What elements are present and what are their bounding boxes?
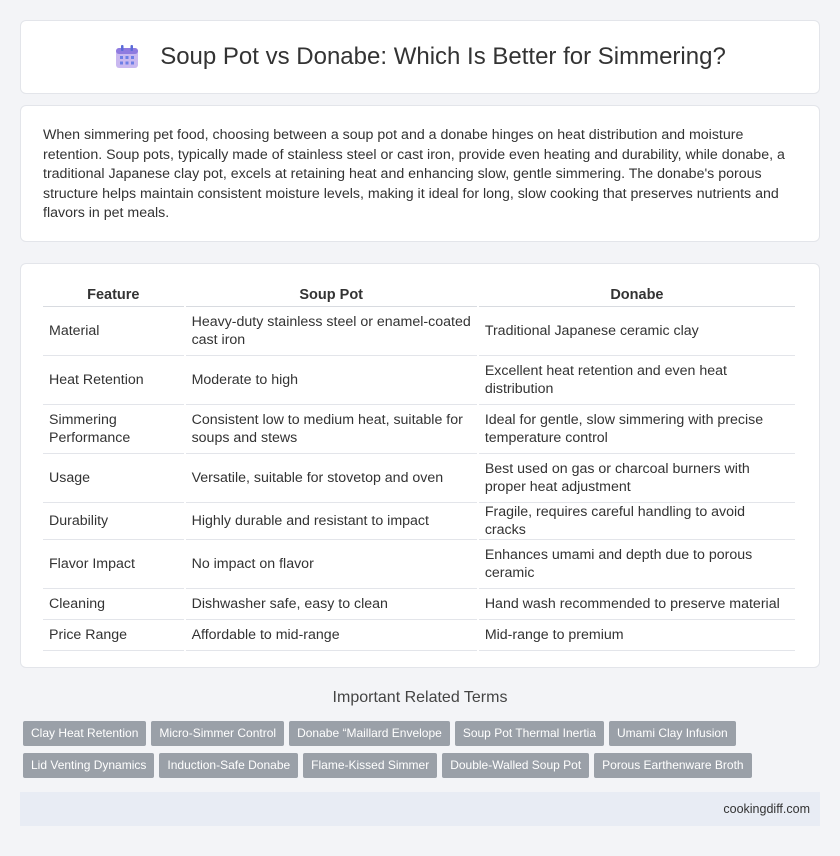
calendar-icon	[114, 44, 140, 70]
related-term-tag[interactable]: Double-Walled Soup Pot	[442, 753, 589, 778]
title-card	[20, 20, 820, 94]
soup-pot-cell: Dishwasher safe, easy to clean	[186, 589, 477, 620]
intro-card	[20, 105, 820, 242]
table-row	[43, 540, 795, 589]
related-term-tag[interactable]: Soup Pot Thermal Inertia	[455, 721, 604, 746]
header-feature: Feature	[43, 282, 184, 307]
table-row	[43, 405, 795, 454]
related-term-tag[interactable]: Lid Venting Dynamics	[23, 753, 154, 778]
footer	[20, 792, 820, 826]
header-soup-pot: Soup Pot	[186, 282, 477, 307]
donabe-cell: Excellent heat retention and even heat distribution	[479, 356, 795, 405]
soup-pot-cell: Affordable to mid-range	[186, 620, 477, 651]
feature-cell: Heat Retention	[43, 356, 184, 405]
soup-pot-cell: Consistent low to medium heat, suitable for soups and stews	[186, 405, 477, 454]
table-header-row	[43, 282, 795, 307]
related-term-tag[interactable]: Donabe “Maillard Envelope	[289, 721, 450, 746]
table-row	[43, 356, 795, 405]
comparison-table	[41, 282, 797, 651]
donabe-cell: Fragile, requires careful handling to avoid cracks	[479, 503, 795, 540]
comparison-table-card	[20, 263, 820, 668]
soup-pot-cell: Heavy-duty stainless steel or enamel-coated cast iron	[186, 307, 477, 356]
related-term-tag[interactable]: Flame-Kissed Simmer	[303, 753, 437, 778]
related-term-tag[interactable]: Umami Clay Infusion	[609, 721, 736, 746]
feature-cell: Usage	[43, 454, 184, 503]
feature-cell: Material	[43, 307, 184, 356]
related-term-tag[interactable]: Clay Heat Retention	[23, 721, 146, 746]
related-terms-list	[23, 721, 823, 785]
donabe-cell: Enhances umami and depth due to porous ceramic	[479, 540, 795, 589]
related-term-tag[interactable]: Porous Earthenware Broth	[594, 753, 751, 778]
feature-cell: Cleaning	[43, 589, 184, 620]
donabe-cell: Traditional Japanese ceramic clay	[479, 307, 795, 356]
table-row	[43, 503, 795, 540]
related-term-tag[interactable]: Micro-Simmer Control	[151, 721, 284, 746]
table-row	[43, 454, 795, 503]
footer-site-link[interactable]: cookingdiff.com	[723, 802, 810, 816]
related-term-tag[interactable]: Induction-Safe Donabe	[159, 753, 298, 778]
table-row	[43, 620, 795, 651]
header-donabe: Donabe	[479, 282, 795, 307]
donabe-cell: Ideal for gentle, slow simmering with precise temperature control	[479, 405, 795, 454]
donabe-cell: Best used on gas or charcoal burners with proper heat adjustment	[479, 454, 795, 503]
feature-cell: Price Range	[43, 620, 184, 651]
related-terms-heading: Important Related Terms	[332, 689, 508, 706]
feature-cell: Simmering Performance	[43, 405, 184, 454]
table-row	[43, 589, 795, 620]
feature-cell: Flavor Impact	[43, 540, 184, 589]
soup-pot-cell: Moderate to high	[186, 356, 477, 405]
soup-pot-cell: Versatile, suitable for stovetop and oven	[186, 454, 477, 503]
intro-text: When simmering pet food, choosing between a soup pot and a donabe hinges on heat distribution and moisture retention. Soup pots, typically made of stainless steel or cast iron, provide even heating and durability, while donabe, a traditional Japanese clay pot, excels at retaining heat and enhancing slow, gentle simmering. The donabe's porous structure helps maintain consistent moisture levels, making it ideal for long, slow cooking that preserves nutrients and flavors in pet meals.	[43, 127, 785, 221]
table-row	[43, 307, 795, 356]
donabe-cell: Mid-range to premium	[479, 620, 795, 651]
donabe-cell: Hand wash recommended to preserve material	[479, 589, 795, 620]
feature-cell: Durability	[43, 503, 184, 540]
soup-pot-cell: Highly durable and resistant to impact	[186, 503, 477, 540]
soup-pot-cell: No impact on flavor	[186, 540, 477, 589]
page-title: Soup Pot vs Donabe: Which Is Better for Simmering?	[160, 43, 726, 70]
